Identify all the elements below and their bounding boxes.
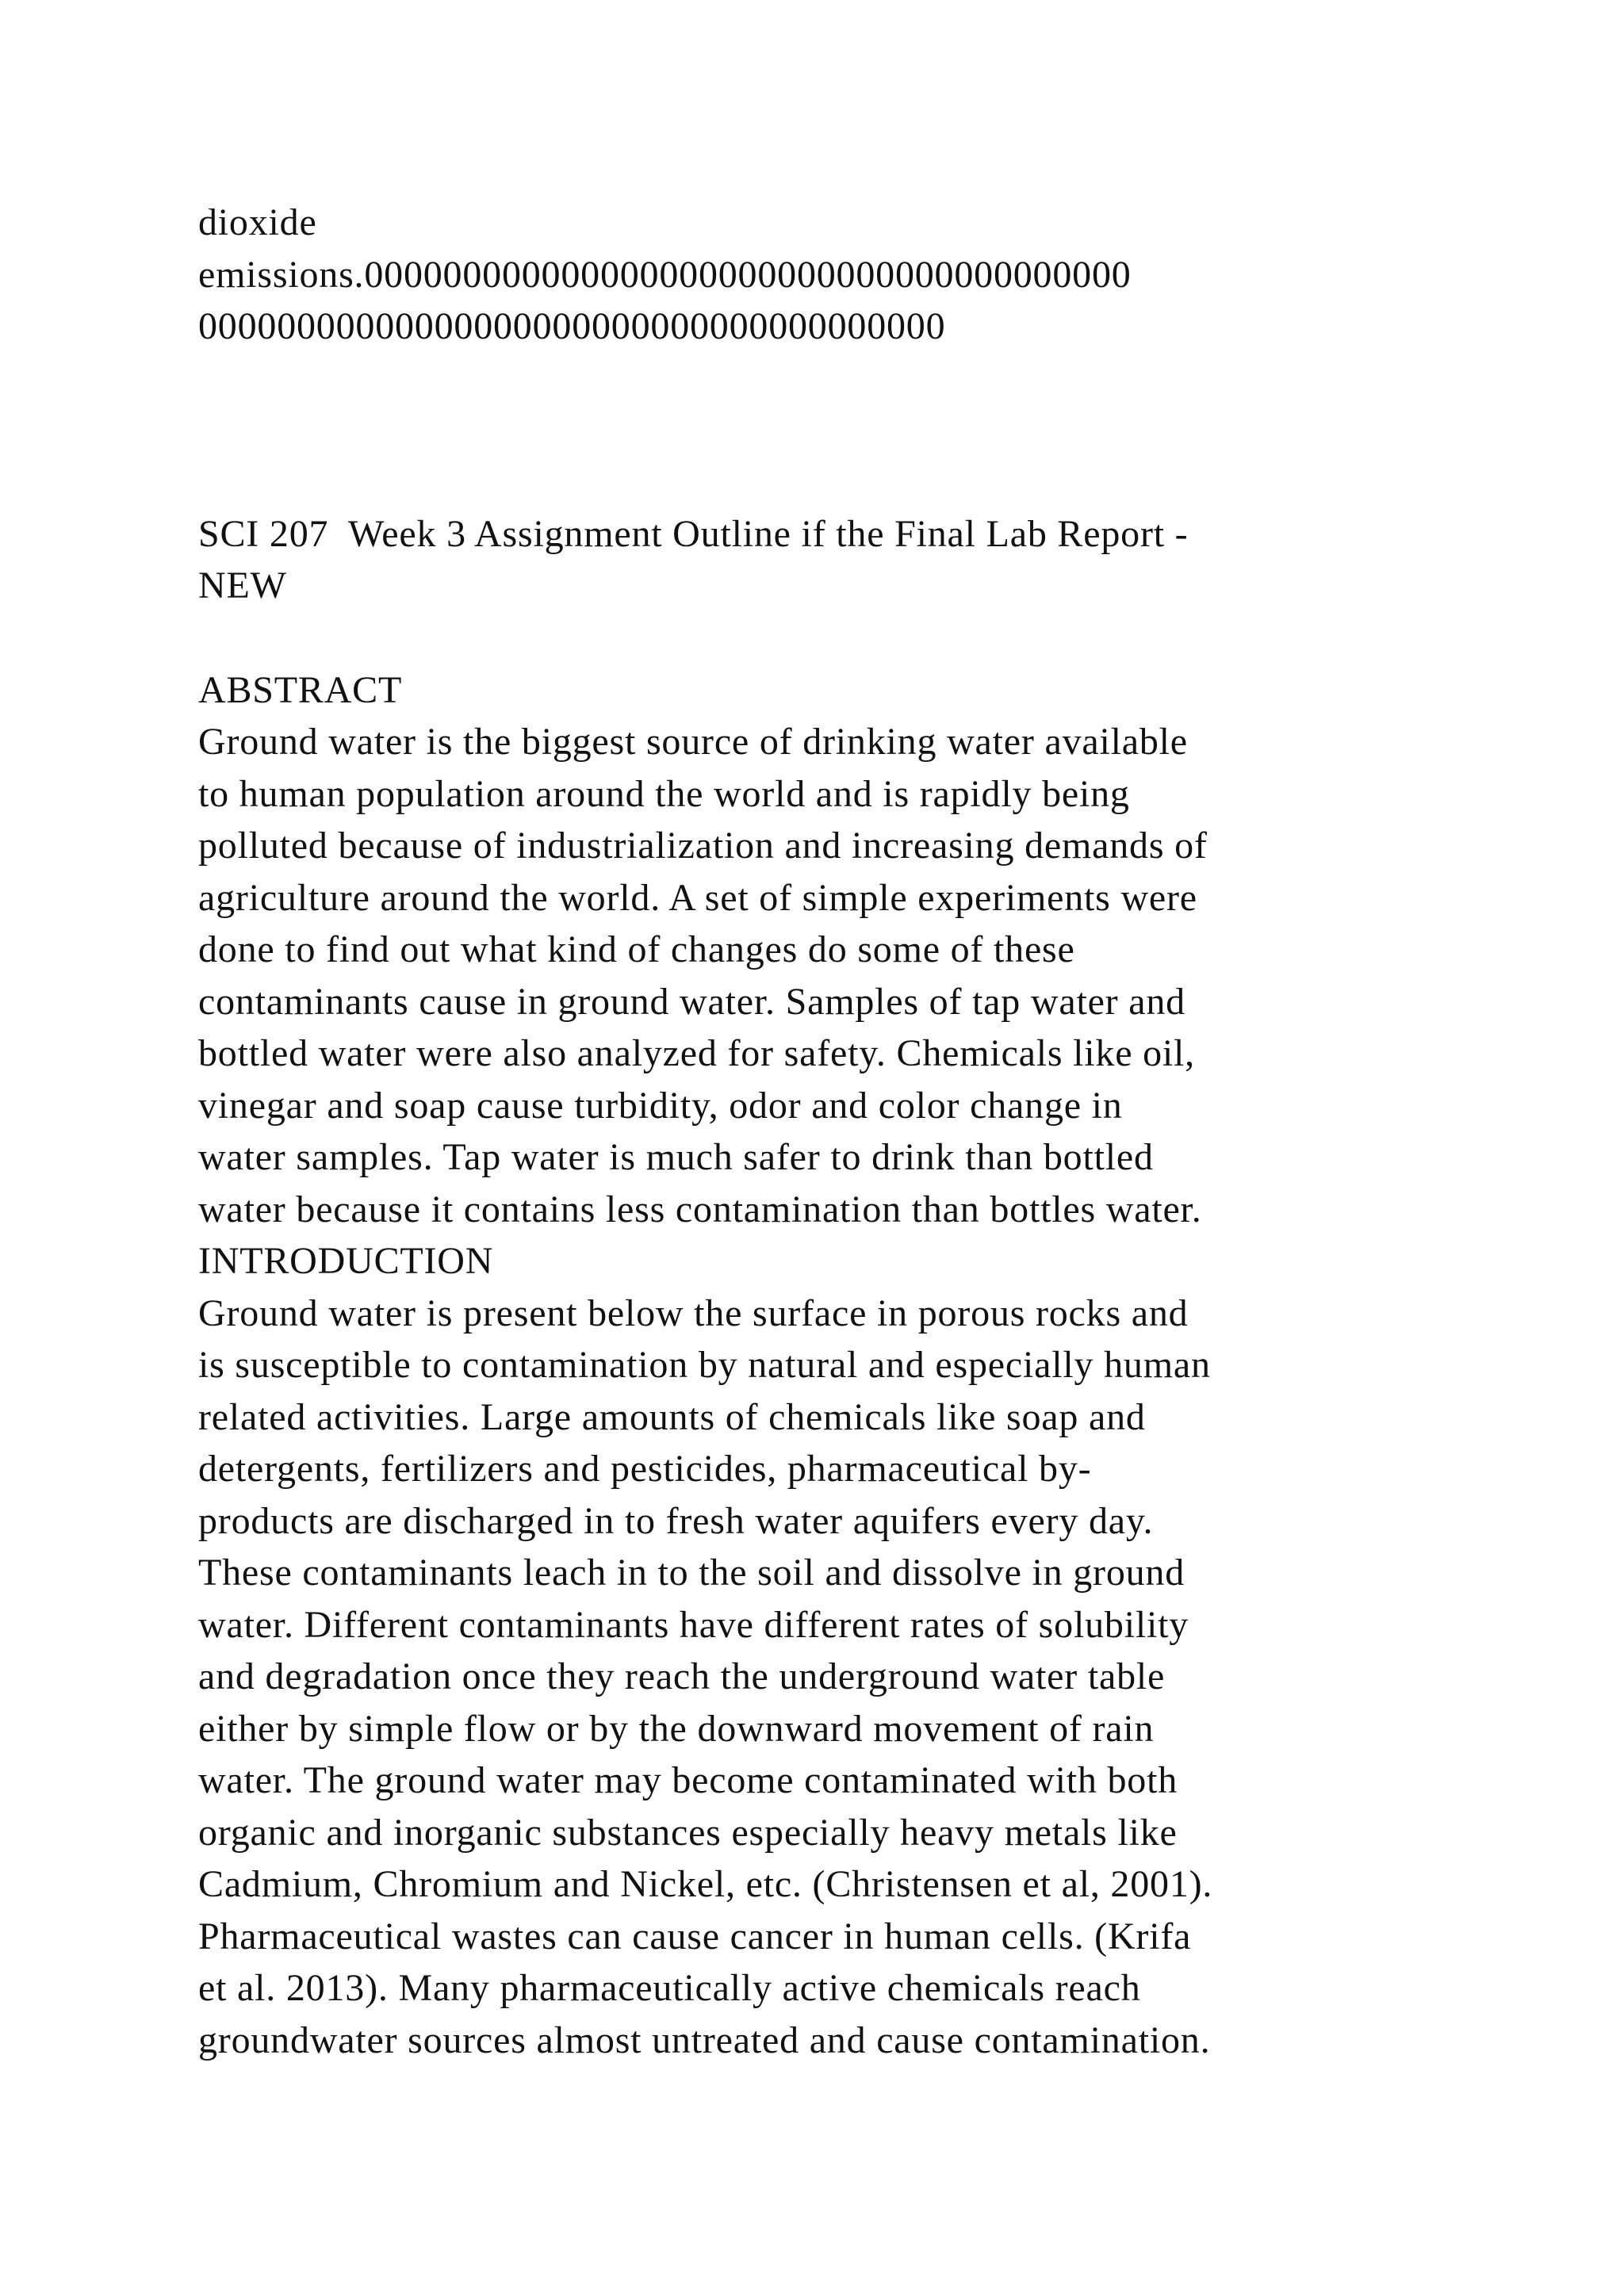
abstract-line: bottled water were also analyzed for safety. Chemicals like oil, (198, 1032, 1195, 1074)
introduction-line: Ground water is present below the surface in porous rocks and (198, 1292, 1189, 1334)
introduction-line: products are discharged in to fresh water aquifers every day. (198, 1499, 1154, 1542)
text-line: 00000000000000000000000000000000000000 (198, 305, 946, 347)
introduction-line: groundwater sources almost untreated and cause contamination. (198, 2019, 1211, 2061)
introduction-line: organic and inorganic substances especially heavy metals like (198, 1811, 1178, 1854)
abstract-line: done to find out what kind of changes do some of these (198, 928, 1075, 970)
introduction-line: Cadmium, Chromium and Nickel, etc. (Christensen et al, 2001). (198, 1863, 1213, 1905)
abstract-line: Ground water is the biggest source of drinking water available (198, 721, 1188, 763)
introduction-line: Pharmaceutical wastes can cause cancer in human cells. (Krifa (198, 1915, 1192, 1957)
abstract-section (198, 664, 1435, 1236)
introduction-line: et al. 2013). Many pharmaceutically active chemicals reach (198, 1967, 1141, 2009)
abstract-heading: ABSTRACT (198, 668, 403, 711)
document-page (198, 197, 1435, 2066)
title-line: SCI 207 Week 3 Assignment Outline if the Final Lab Report - (198, 512, 1189, 555)
introduction-line: related activities. Large amounts of chemicals like soap and (198, 1395, 1146, 1438)
introduction-heading: INTRODUCTION (198, 1240, 494, 1282)
spacer (198, 353, 1435, 508)
introduction-line: These contaminants leach in to the soil and dissolve in ground (198, 1552, 1185, 1594)
introduction-line: water. Different contaminants have different rates of solubility (198, 1603, 1189, 1646)
introduction-line: and degradation once they reach the underground water table (198, 1655, 1166, 1697)
introduction-line: either by simple flow or by the downward movement of rain (198, 1707, 1155, 1750)
introduction-line: water. The ground water may become contaminated with both (198, 1759, 1178, 1801)
abstract-line: to human population around the world and is rapidly being (198, 772, 1130, 815)
text-line: dioxide (198, 201, 317, 243)
title-line: NEW (198, 564, 287, 607)
introduction-section (198, 1235, 1435, 2066)
introduction-line: is susceptible to contamination by natural and especially human (198, 1344, 1211, 1386)
document-title (198, 508, 1435, 612)
spacer (198, 612, 1435, 664)
introduction-line: detergents, fertilizers and pesticides, pharmaceutical by- (198, 1448, 1092, 1490)
top-fragment (198, 197, 1435, 353)
text-line: emissions.000000000000000000000000000000000000000 (198, 253, 1132, 296)
abstract-line: water samples. Tap water is much safer to drink than bottled (198, 1136, 1154, 1178)
abstract-line: vinegar and soap cause turbidity, odor and color change in (198, 1084, 1123, 1127)
abstract-line: polluted because of industrialization and increasing demands of (198, 825, 1208, 867)
abstract-line: water because it contains less contamination than bottles water. (198, 1188, 1202, 1230)
abstract-line: contaminants cause in ground water. Samples of tap water and (198, 980, 1185, 1023)
abstract-line: agriculture around the world. A set of simple experiments were (198, 876, 1197, 919)
